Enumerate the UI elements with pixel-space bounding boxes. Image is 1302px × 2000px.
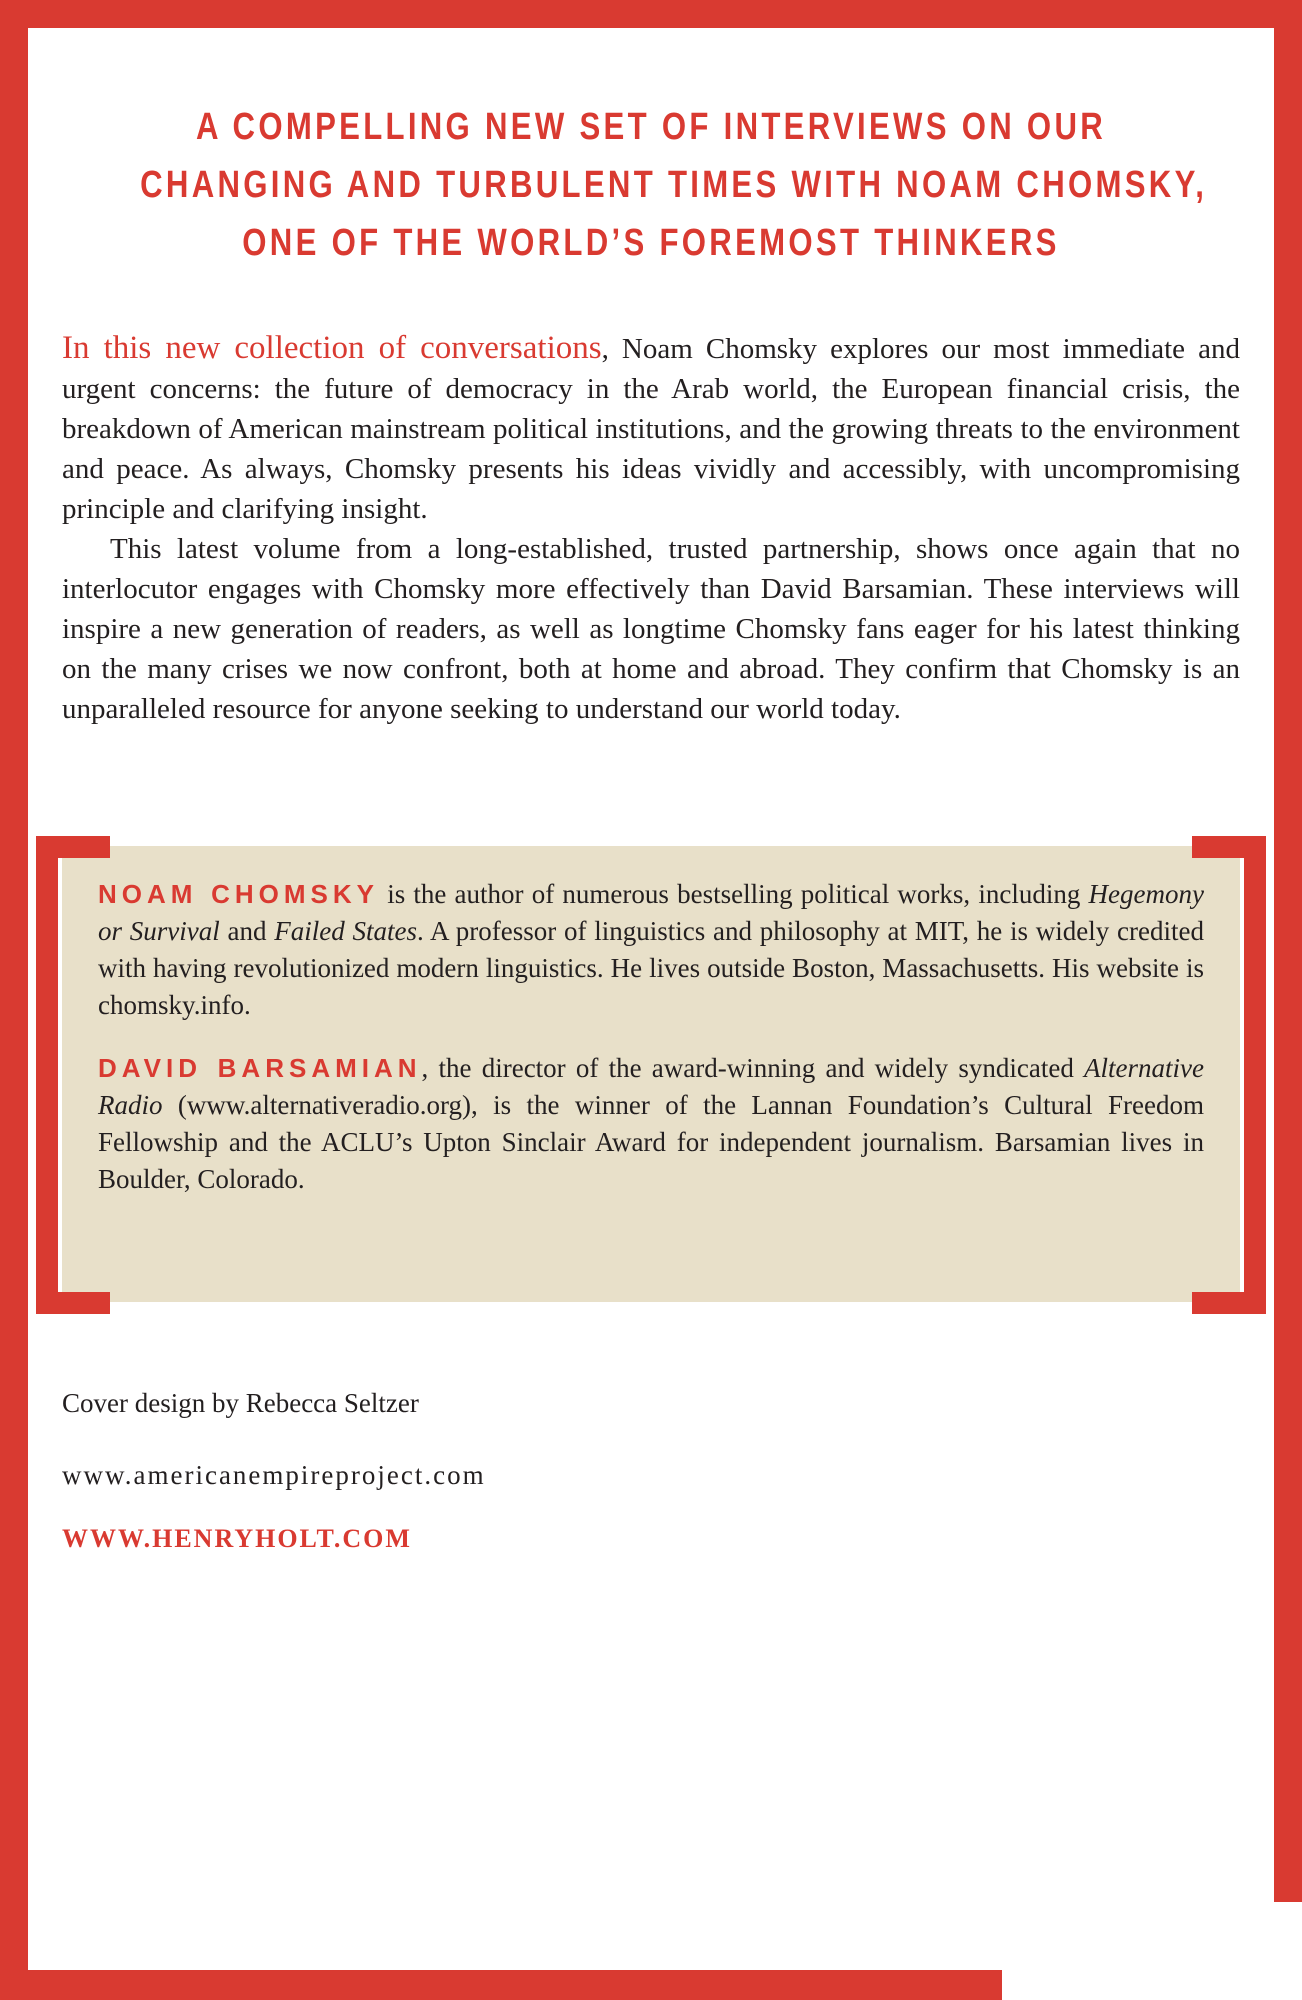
david-bio-text-1: , the director of the award-winning and widely syndicated xyxy=(421,1053,1085,1083)
noam-bio-text-2: and xyxy=(219,916,275,946)
description-copy xyxy=(62,328,1240,729)
headline-line-2: CHANGING AND TURBULENT TIMES WITH NOAM CHOMSKY, xyxy=(140,164,1208,206)
paragraph-1 xyxy=(62,328,1240,529)
author-name-david-barsamian: DAVID BARSAMIAN xyxy=(98,1053,422,1083)
author-name-noam-chomsky: NOAM CHOMSKY xyxy=(98,879,379,909)
headline xyxy=(28,98,1274,272)
noam-bio-text-3: . A professor of linguistics and philosophy at MIT, he is widely credited with having revolutionized modern linguistics. He lives outside Boston, Massachusetts. His website is chomsky.info. xyxy=(98,916,1204,1020)
american-empire-project-url: www.americanempireproject.com xyxy=(62,1460,486,1490)
author-bio-box xyxy=(62,846,1240,1302)
red-lead-in: In this new collection of conversations xyxy=(62,330,602,366)
book-title-failed-states: Failed States xyxy=(274,916,417,946)
noam-chomsky-bio xyxy=(98,876,1204,1024)
paragraph-1-text: , Noam Chomsky explores our most immediate and urgent concerns: the future of democracy in the Arab world, the European financial crisis, the breakdown of American mainstream political institutions, and the growing threats to the environment and peace. As always, Chomsky presents his ideas vividly and accessibly, with uncompromising principle and clarifying insight. xyxy=(62,333,1241,525)
henry-holt-url: WWW.HENRYHOLT.COM xyxy=(62,1524,412,1553)
red-bracket-right-icon xyxy=(1192,836,1266,1314)
barcode-area xyxy=(1002,1902,1302,2000)
david-bio-text-2: (www.alternativeradio.org), is the winner of the Lannan Foundation’s Cultural Freedom Fellowship and the ACLU’s Upton Sinclair Award for independent journalism. Barsamian lives in Boulder, Colorado. xyxy=(98,1090,1204,1194)
david-barsamian-bio xyxy=(98,1050,1204,1198)
frame-top-bar xyxy=(0,0,1302,28)
paragraph-2: This latest volume from a long-established, trusted partnership, shows once again that no interlocutor engages with Chomsky more effectively than David Barsamian. These interviews will inspire a new generation of readers, as well as longtime Chomsky fans eager for his latest thinking on the many crises we now confront, both at home and abroad. They confirm that Chomsky is an unparalleled resource for anyone seeking to understand our world today. xyxy=(62,533,1240,725)
red-bracket-left-icon xyxy=(36,836,110,1314)
book-title-hegemony-or-survival: Hegemony or Survival xyxy=(98,879,1204,946)
author-bio-section xyxy=(0,836,1302,1314)
noam-bio-text-1: is the author of numerous bestselling political works, including xyxy=(379,879,1089,909)
headline-line-3: ONE OF THE WORLD’S FOREMOST THINKERS xyxy=(242,222,1060,264)
headline-line-1: A COMPELLING NEW SET OF INTERVIEWS ON OUR xyxy=(195,106,1107,148)
title-alternative-radio: Alternative Radio xyxy=(98,1053,1205,1120)
cover-design-credit: Cover design by Rebecca Seltzer xyxy=(62,1388,419,1418)
